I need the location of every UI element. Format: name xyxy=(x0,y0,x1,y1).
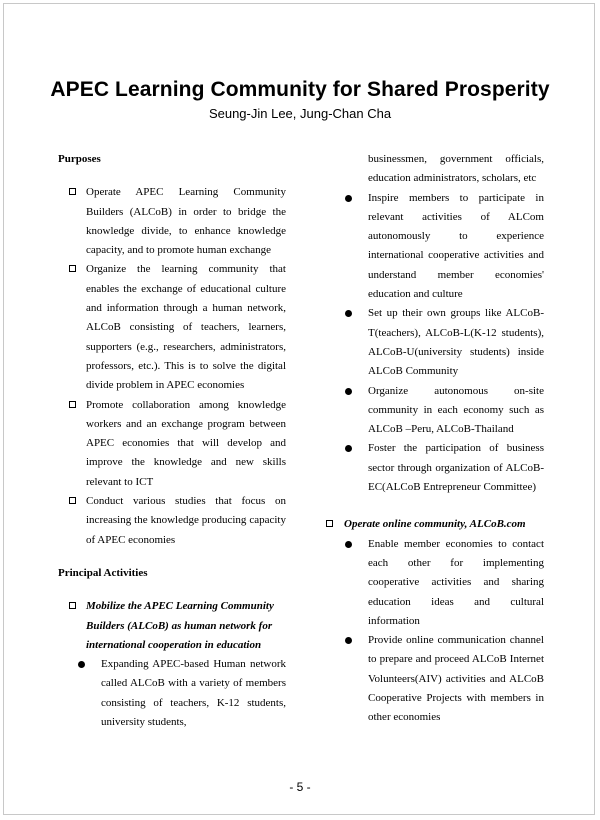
purpose-item: Organize the learning community that enables the exchange of educational culture and information through a human network, ALCoB consisting of teachers, learners, supporters (e.g., researchers, administrators, professors, etc.). This is to solve the digital divide problem in APEC economies xyxy=(58,260,286,395)
paper-authors: Seung-Jin Lee, Jung-Chan Cha xyxy=(208,106,392,121)
activity-bullet: Organize autonomous on-site community in each economy such as ALCoB –Peru, ALCoB-Thailand xyxy=(325,382,544,440)
bullet-dot-icon xyxy=(345,541,352,548)
bullet-dot-icon xyxy=(345,388,352,395)
right-column xyxy=(325,150,544,728)
activity-title: Operate online community, ALCoB.com xyxy=(325,515,544,534)
activity-bullet: Foster the participation of business sector through organization of ALCoB-EC(ALCoB Entrepreneur Committee) xyxy=(325,439,544,497)
bullet-dot-icon xyxy=(345,637,352,644)
page-number: - 5 - xyxy=(289,780,311,794)
checkbox-square-icon xyxy=(69,602,76,609)
activity-bullet: Expanding APEC-based Human network called ALCoB with a variety of members consisting of teachers, K-12 students, university students, xyxy=(58,655,286,732)
activity-bullet: Inspire members to participate in relevant activities of ALCom autonomously to experience international cooperative activities and understand member economies' education and culture xyxy=(325,189,544,305)
purpose-item: Operate APEC Learning Community Builders (ALCoB) in order to bridge the knowledge divide, to enhance knowledge capacity, and to promote human exchange xyxy=(58,183,286,260)
bullet-dot-icon xyxy=(345,310,352,317)
checkbox-square-icon xyxy=(69,265,76,272)
checkbox-square-icon xyxy=(69,401,76,408)
checkbox-square-icon xyxy=(326,520,333,527)
checkbox-square-icon xyxy=(69,497,76,504)
bullet-dot-icon xyxy=(78,661,85,668)
bullet-dot-icon xyxy=(345,445,352,452)
purposes-heading: Purposes xyxy=(58,153,101,165)
activity-bullet: Set up their own groups like ALCoB-T(teachers), ALCoB-L(K-12 students), ALCoB-U(university students) inside ALCoB Community xyxy=(325,304,544,381)
purpose-item: Promote collaboration among knowledge workers and an exchange program between APEC economies that will develop and improve the knowledge and new skills relevant to ICT xyxy=(58,396,286,492)
left-column xyxy=(58,150,286,732)
purpose-item: Conduct various studies that focus on increasing the knowledge producing capacity of APEC economies xyxy=(58,492,286,550)
activity-bullet: Provide online communication channel to prepare and proceed ALCoB Internet Volunteers(AIV) activities and ALCoB Cooperative Projects with members in other economies xyxy=(325,631,544,727)
paper-title: APEC Learning Community for Shared Prosperity xyxy=(50,78,550,101)
activity-bullet: Enable member economies to contact each other for implementing cooperative activities and sharing education ideas and cultural information xyxy=(325,535,544,631)
activity-title: Mobilize the APEC Learning Community Builders (ALCoB) as human network for international cooperation in education xyxy=(58,597,286,655)
principal-activities-heading: Principal Activities xyxy=(58,566,148,579)
activity-bullet-continued: businessmen, government officials, education administrators, scholars, etc xyxy=(368,153,544,185)
bullet-dot-icon xyxy=(345,195,352,202)
checkbox-square-icon xyxy=(69,188,76,195)
